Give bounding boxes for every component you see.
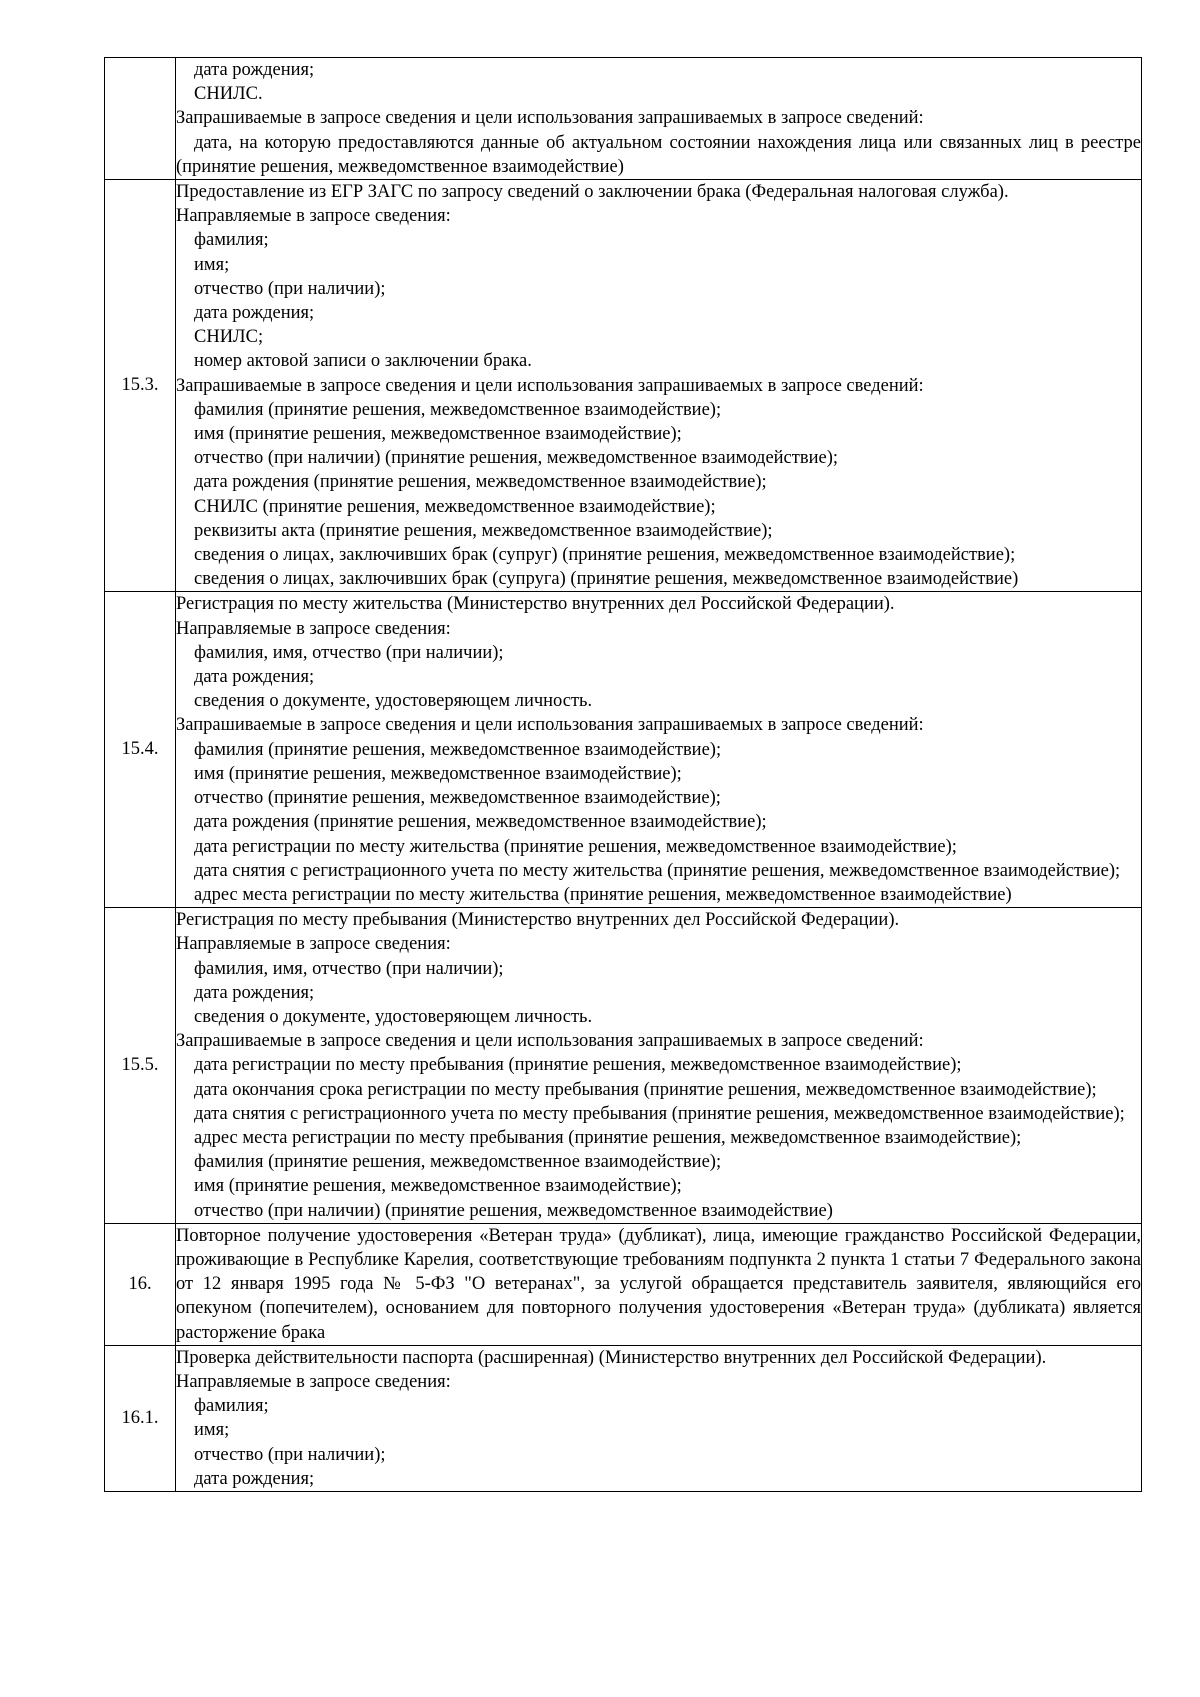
row-number: 15.5. [105,908,176,1224]
list-item: сведения о лицах, заключивших брак (супруг) (принятие решения, межведомственное взаимодействие); [194,545,1016,566]
list-item: дата рождения (принятие решения, межведомственное взаимодействие); [194,812,767,833]
row-content [176,58,1142,180]
row-title: Предоставление из ЕГР ЗАГС по запросу сведений о заключении брака (Федеральная налоговая служба). [176,182,1009,203]
row-content [176,1223,1142,1345]
list-item: отчество (при наличии) (принятие решения, межведомственное взаимодействие) [194,1200,833,1221]
list-item: номер актовой записи о заключении брака. [194,351,532,372]
list-item: фамилия (принятие решения, межведомственное взаимодействие); [194,1152,722,1173]
list-item: отчество (при наличии); [194,278,386,299]
list-item: дата рождения; [194,1468,315,1489]
section-heading: Направляемые в запросе сведения: [176,1371,451,1392]
list-item: имя; [194,1420,230,1441]
row-number: 15.4. [105,592,176,908]
row-number: 16. [105,1223,176,1345]
list-item: адрес места регистрации по месту жительства (принятие решения, межведомственное взаимодействие) [194,884,1012,905]
list-item: фамилия; [194,230,269,251]
row-number: 16.1. [105,1345,176,1491]
list-item: дата рождения; [194,982,315,1003]
list-item: фамилия, имя, отчество (при наличии); [194,958,504,979]
section-heading: Направляемые в запросе сведения: [176,618,451,639]
list-item: фамилия (принятие решения, межведомственное взаимодействие); [194,739,722,760]
row-number [105,58,176,180]
list-item: СНИЛС. [194,84,263,105]
list-item: отчество (при наличии) (принятие решения, межведомственное взаимодействие); [194,448,839,469]
list-item: реквизиты акта (принятие решения, межведомственное взаимодействие); [194,520,773,541]
table-row [105,180,1142,592]
section-heading: Запрашиваемые в запросе сведения и цели использования запрашиваемых в запросе сведений: [176,375,924,396]
list-item: дата рождения; [194,303,315,324]
section-heading: Запрашиваемые в запросе сведения и цели использования запрашиваемых в запросе сведений: [176,108,924,129]
list-item: имя (принятие решения, межведомственное взаимодействие); [194,1176,682,1197]
table-row [105,58,1142,180]
section-heading: Направляемые в запросе сведения: [176,206,451,227]
list-item: дата регистрации по месту пребывания (принятие решения, межведомственное взаимодействие); [194,1055,962,1076]
table-row [105,592,1142,908]
row-content [176,180,1142,592]
list-item: фамилия; [194,1396,269,1417]
section-heading: Направляемые в запросе сведения: [176,934,451,955]
list-item: СНИЛС (принятие решения, межведомственное взаимодействие); [194,496,716,517]
list-item: дата снятия с регистрационного учета по месту жительства (принятие решения, межведомственное взаимодействие); [194,860,1121,881]
list-item: дата рождения (принятие решения, межведомственное взаимодействие); [194,472,767,493]
row-content [176,908,1142,1224]
row-number: 15.3. [105,180,176,592]
row-title: Повторное получение удостоверения «Ветеран труда» (дубликат), лица, имеющие гражданство Российской Федерации, проживающие в Республике Карелия, соответствующие требованиям подпункта 2 пункта 1 статьи 7 Федерального закона от 12 января 1995 года № 5-ФЗ "О ветеранах", за услугой обращается представитель заявителя, являющийся его опекуном (попечителем), основанием для повторного получения удостоверения «Ветеран труда» (дубликата) является расторжение брака [176,1225,1141,1343]
section-heading: Запрашиваемые в запросе сведения и цели использования запрашиваемых в запросе сведений: [176,1031,924,1052]
table-row [105,1223,1142,1345]
list-item: отчество (при наличии); [194,1444,386,1465]
list-item: сведения о документе, удостоверяющем личность. [194,691,593,712]
row-title: Проверка действительности паспорта (расширенная) (Министерство внутренних дел Российской Федерации). [176,1347,1047,1368]
list-item: сведения о лицах, заключивших брак (супруга) (принятие решения, межведомственное взаимодействие) [194,569,1019,590]
list-item: дата окончания срока регистрации по месту пребывания (принятие решения, межведомственное взаимодействие); [194,1079,1097,1100]
row-content [176,1345,1142,1491]
list-item: имя; [194,254,230,275]
row-content [176,592,1142,908]
list-item: СНИЛС; [194,327,264,348]
list-item: адрес места регистрации по месту пребывания (принятие решения, межведомственное взаимодействие); [194,1127,1022,1148]
row-title: Регистрация по месту пребывания (Министерство внутренних дел Российской Федерации). [176,910,900,931]
section-heading: Запрашиваемые в запросе сведения и цели использования запрашиваемых в запросе сведений: [176,715,924,736]
list-item: отчество (принятие решения, межведомственное взаимодействие); [194,788,721,809]
list-item: имя (принятие решения, межведомственное взаимодействие); [194,763,682,784]
table-row [105,908,1142,1224]
list-item: дата, на которую предоставляются данные об актуальном состоянии нахождения лица или связанных лиц в реестре (принятие решения, межведомственное взаимодействие) [176,132,1141,177]
services-table [104,57,1142,1492]
list-item: дата регистрации по месту жительства (принятие решения, межведомственное взаимодействие); [194,836,957,857]
list-item: имя (принятие решения, межведомственное взаимодействие); [194,424,682,445]
list-item: дата рождения; [194,667,315,688]
list-item: фамилия, имя, отчество (при наличии); [194,642,504,663]
list-item: сведения о документе, удостоверяющем личность. [194,1006,593,1027]
list-item: дата снятия с регистрационного учета по месту пребывания (принятие решения, межведомственное взаимодействие); [194,1103,1125,1124]
row-title: Регистрация по месту жительства (Министерство внутренних дел Российской Федерации). [176,594,895,615]
list-item: дата рождения; [194,60,315,80]
table-row [105,1345,1142,1491]
list-item: фамилия (принятие решения, межведомственное взаимодействие); [194,399,722,420]
